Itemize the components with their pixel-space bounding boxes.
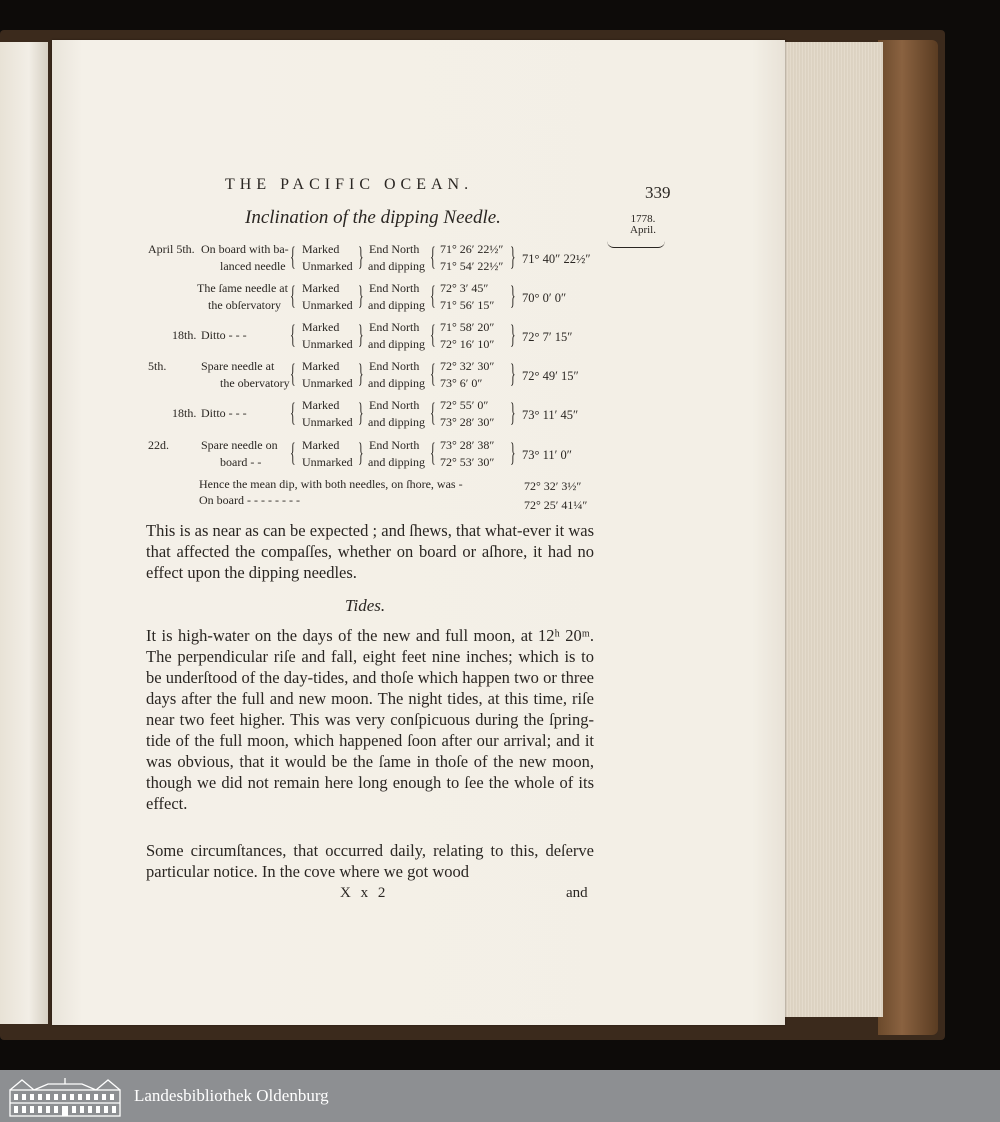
- brace-end: }: [358, 242, 364, 271]
- row-description-2: lanced needle: [220, 259, 286, 273]
- row-end-north: End North: [369, 320, 420, 334]
- row-unmarked: Unmarked: [302, 337, 353, 351]
- margin-month: April.: [630, 224, 656, 236]
- row-and-dipping: and dipping: [368, 298, 425, 312]
- row-value-1: 72° 55′ 0″: [440, 398, 489, 412]
- row-mean: 70° 0′ 0″: [522, 291, 567, 305]
- row-description: Ditto - - -: [201, 406, 247, 420]
- page-number: 339: [645, 183, 671, 202]
- row-unmarked: Unmarked: [302, 455, 353, 469]
- row-unmarked: Unmarked: [302, 376, 353, 390]
- row-and-dipping: and dipping: [368, 415, 425, 429]
- brace-marked: {: [290, 438, 296, 467]
- row-date: April 5th.: [148, 242, 195, 256]
- brace-marked: {: [290, 359, 296, 388]
- brace-end: }: [358, 359, 364, 388]
- row-value-1: 71° 58′ 20″: [440, 320, 495, 334]
- brace-values: {: [430, 359, 436, 388]
- brace-end: }: [358, 320, 364, 349]
- row-value-2: 71° 54′ 22½″: [440, 259, 504, 273]
- row-description: Ditto - - -: [201, 328, 247, 342]
- row-marked: Marked: [302, 281, 340, 295]
- brace-marked: {: [290, 242, 296, 271]
- row-mean: 72° 7′ 15″: [522, 330, 573, 344]
- row-description: The ſame needle at: [197, 281, 288, 295]
- row-and-dipping: and dipping: [368, 259, 425, 273]
- row-date: 18th.: [172, 328, 197, 342]
- margin-year: 1778.: [630, 213, 656, 225]
- row-value-1: 72° 3′ 45″: [440, 281, 489, 295]
- margin-date-note: [612, 214, 674, 236]
- row-end-north: End North: [369, 242, 420, 256]
- library-name: Landesbibliothek Oldenburg: [134, 1086, 329, 1105]
- row-marked: Marked: [302, 320, 340, 334]
- margin-brace: [607, 241, 665, 248]
- brace-values: {: [430, 398, 436, 427]
- row-end-north: End North: [369, 359, 420, 373]
- row-description-2: board - -: [220, 455, 262, 469]
- brace-values: {: [430, 438, 436, 467]
- brace-marked: {: [290, 398, 296, 427]
- row-and-dipping: and dipping: [368, 337, 425, 351]
- row-value-2: 73° 28′ 30″: [440, 415, 495, 429]
- mean-shore-value: 72° 32′ 3½″: [524, 479, 582, 493]
- brace-mean: }: [510, 320, 516, 349]
- row-value-1: 72° 32′ 30″: [440, 359, 495, 373]
- row-description: Spare needle on: [201, 438, 278, 452]
- brace-mean: }: [510, 242, 516, 271]
- row-description: On board with ba-: [201, 242, 289, 256]
- brace-end: }: [358, 281, 364, 310]
- brace-marked: {: [290, 281, 296, 310]
- row-mean: 71° 40″ 22½″: [522, 252, 591, 266]
- row-end-north: End North: [369, 281, 420, 295]
- row-unmarked: Unmarked: [302, 415, 353, 429]
- row-value-1: 71° 26′ 22½″: [440, 242, 504, 256]
- page-block-edges: [783, 42, 883, 1017]
- mean-board-value: 72° 25′ 41¼″: [524, 498, 588, 512]
- row-description-2: the obervatory: [220, 376, 290, 390]
- tides-heading: Tides.: [345, 596, 386, 615]
- brace-values: {: [430, 242, 436, 271]
- brace-mean: }: [510, 359, 516, 388]
- running-header: THE PACIFIC OCEAN.: [225, 176, 474, 193]
- row-mean: 73° 11′ 45″: [522, 408, 579, 422]
- paragraph-tides: It is high-water on the days of the new and full moon, at 12ʰ 20ᵐ. The perpendicular riſe and fall, eight feet nine inches; which is to be underſtood of the day-tides, and thoſe which happen two or three days after the full and new moon. The night tides, at this time, riſe near two feet higher. This was very conſpicuous during the ſpring-tide of the full moon, which happened ſoon after our arrival; and it was obvious, that it would be the ſame in thoſe of the new moon, though we did not remain here long enough to ſee the whole of its effect.: [146, 626, 594, 813]
- row-marked: Marked: [302, 359, 340, 373]
- row-marked: Marked: [302, 438, 340, 452]
- library-building-icon: [8, 1076, 122, 1118]
- row-date: 18th.: [172, 406, 197, 420]
- row-value-2: 71° 56′ 15″: [440, 298, 495, 312]
- row-date: 22d.: [148, 438, 169, 452]
- row-unmarked: Unmarked: [302, 259, 353, 273]
- signature-mark: X x 2: [340, 885, 389, 901]
- row-mean: 73° 11′ 0″: [522, 448, 572, 462]
- row-value-2: 72° 53′ 30″: [440, 455, 495, 469]
- row-mean: 72° 49′ 15″: [522, 369, 579, 383]
- row-end-north: End North: [369, 438, 420, 452]
- footer-bar: [0, 1070, 1000, 1122]
- paragraph-circumstances: Some circumſtances, that occurred daily, relating to this, deſerve particular notice. In the cove where we got wood: [146, 841, 594, 881]
- row-end-north: End North: [369, 398, 420, 412]
- row-value-2: 72° 16′ 10″: [440, 337, 495, 351]
- row-and-dipping: and dipping: [368, 376, 425, 390]
- brace-mean: }: [510, 398, 516, 427]
- brace-end: }: [358, 398, 364, 427]
- brace-marked: {: [290, 320, 296, 349]
- row-and-dipping: and dipping: [368, 455, 425, 469]
- table-title: Inclination of the dipping Needle.: [245, 207, 501, 228]
- row-marked: Marked: [302, 398, 340, 412]
- row-description: Spare needle at: [201, 359, 275, 373]
- row-unmarked: Unmarked: [302, 298, 353, 312]
- row-date: 5th.: [148, 359, 167, 373]
- row-description-2: the obſervatory: [208, 298, 281, 312]
- mean-board-label: On board - - - - - - - -: [199, 493, 300, 507]
- row-marked: Marked: [302, 242, 340, 256]
- brace-values: {: [430, 281, 436, 310]
- catchword: and: [566, 885, 588, 901]
- row-value-2: 73° 6′ 0″: [440, 376, 483, 390]
- paragraph-compass: This is as near as can be expected ; and ſhews, that what-ever it was that affected the compaſſes, whether on board or aſhore, it had no effect upon the dipping needles.: [146, 521, 594, 582]
- left-page-edge: [0, 42, 48, 1024]
- row-value-1: 73° 28′ 38″: [440, 438, 495, 452]
- mean-shore-label: Hence the mean dip, with both needles, on ſhore, was -: [199, 477, 463, 491]
- brace-mean: }: [510, 438, 516, 467]
- brace-mean: }: [510, 281, 516, 310]
- brace-values: {: [430, 320, 436, 349]
- brace-end: }: [358, 438, 364, 467]
- book-spine-edge: [878, 40, 938, 1035]
